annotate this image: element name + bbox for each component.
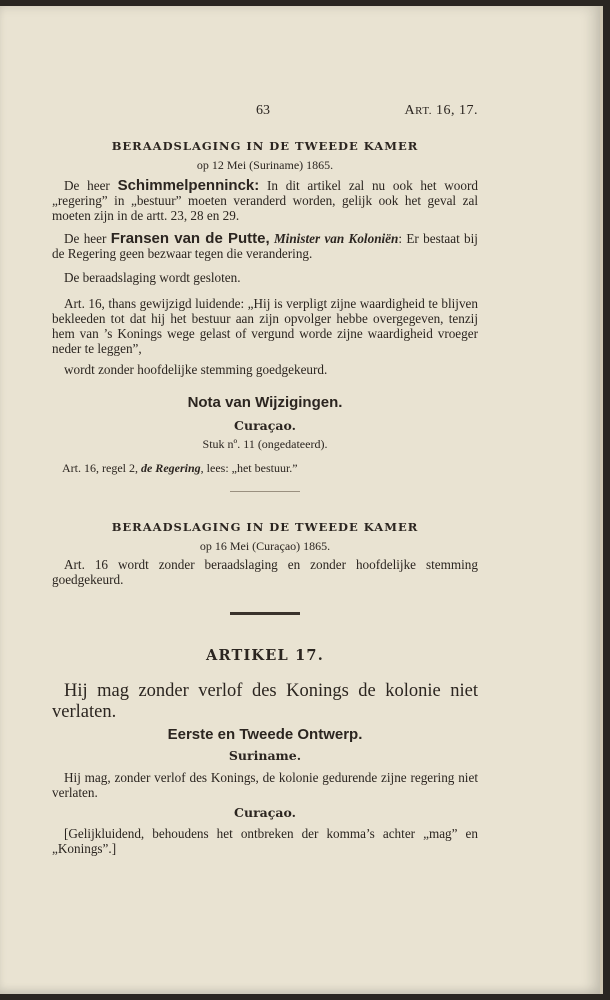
divider-thin	[230, 491, 300, 492]
section1-date: op 12 Mei (Suriname) 1865.	[196, 158, 334, 172]
article17-text: Hij mag zonder verlof des Konings de kolonie niet verlaten.	[52, 681, 478, 722]
nota-line	[62, 461, 478, 476]
running-head	[405, 103, 478, 119]
p2-text: : Er bestaat bij de Regering geen bezwaar tegen die verandering.	[52, 231, 478, 261]
speaker-schimmelpenninck: Schimmelpenninck:	[117, 177, 260, 194]
section2-title: BERAADSLAGING IN DE TWEEDE KAMER	[111, 520, 419, 534]
nota-title: Nota van Wijzigingen.	[187, 394, 343, 411]
nota-subtitle: Curaçao.	[234, 418, 296, 433]
nota-line-suffix: , lees: „het bestuur.”	[200, 461, 298, 475]
section2-paragraph-1: Art. 16 wordt zonder beraadslaging en zonder hoofdelijke stemming goedgekeurd.	[52, 557, 478, 587]
nota-stuk: Stuk nº. 11 (ongedateerd).	[202, 437, 328, 451]
section1-paragraph-2	[52, 231, 478, 261]
p1-intro: De heer	[64, 178, 118, 193]
section1-paragraph-1	[52, 178, 478, 223]
curacao-heading: Curaçao.	[234, 805, 296, 820]
section2-date: op 16 Mei (Curaçao) 1865.	[199, 539, 331, 553]
speaker-fransen-van-de-putte: Fransen van de Putte,	[110, 230, 270, 247]
nota-line-prefix: Art. 16, regel 2,	[62, 461, 141, 475]
section1-title: BERAADSLAGING IN DE TWEEDE KAMER	[111, 139, 419, 153]
book-page	[0, 6, 603, 994]
section1-paragraph-3: De beraadslaging wordt gesloten.	[64, 270, 241, 285]
section1-paragraph-5: wordt zonder hoofdelijke stemming goedgekeurd.	[64, 362, 328, 377]
divider-thick	[230, 612, 300, 615]
article17-title: ARTIKEL 17.	[206, 647, 324, 664]
running-head-caps: RT.	[415, 105, 432, 117]
section1-paragraph-4: Art. 16, thans gewijzigd luidende: „Hij is verpligt zijne waardigheid te blijven bekleeden tot dat hij het bestuur aan zijn opvolger hebbe overgegeven, tenzij hem van ’s Konings wege gelast of vergund worde zijne waardigheid vroeger neder te leggen”,	[52, 296, 478, 356]
running-head-prefix: A	[404, 103, 416, 118]
curacao-text: [Gelijkluidend, behoudens het ontbreken der komma’s achter „mag” en „Konings”.]	[52, 826, 478, 856]
p2-intro: De heer	[64, 231, 111, 246]
suriname-text: Hij mag, zonder verlof des Konings, de kolonie gedurende zijne regering niet verlaten.	[52, 770, 478, 800]
page-number: 63	[256, 103, 270, 118]
suriname-heading: Suriname.	[228, 748, 302, 763]
running-head-rest: 16, 17.	[432, 103, 478, 118]
nota-line-italic: de Regering	[140, 461, 201, 475]
ontwerp-heading: Eerste en Tweede Ontwerp.	[167, 726, 363, 743]
p1-text: In dit artikel zal nu ook het woord „regering” in „bestuur” moeten veranderd worden, gelijk ook het geval zal moeten zijn in de artt. 23, 28 en 29.	[52, 178, 478, 223]
speaker-role: Minister van Koloniën	[269, 231, 399, 246]
